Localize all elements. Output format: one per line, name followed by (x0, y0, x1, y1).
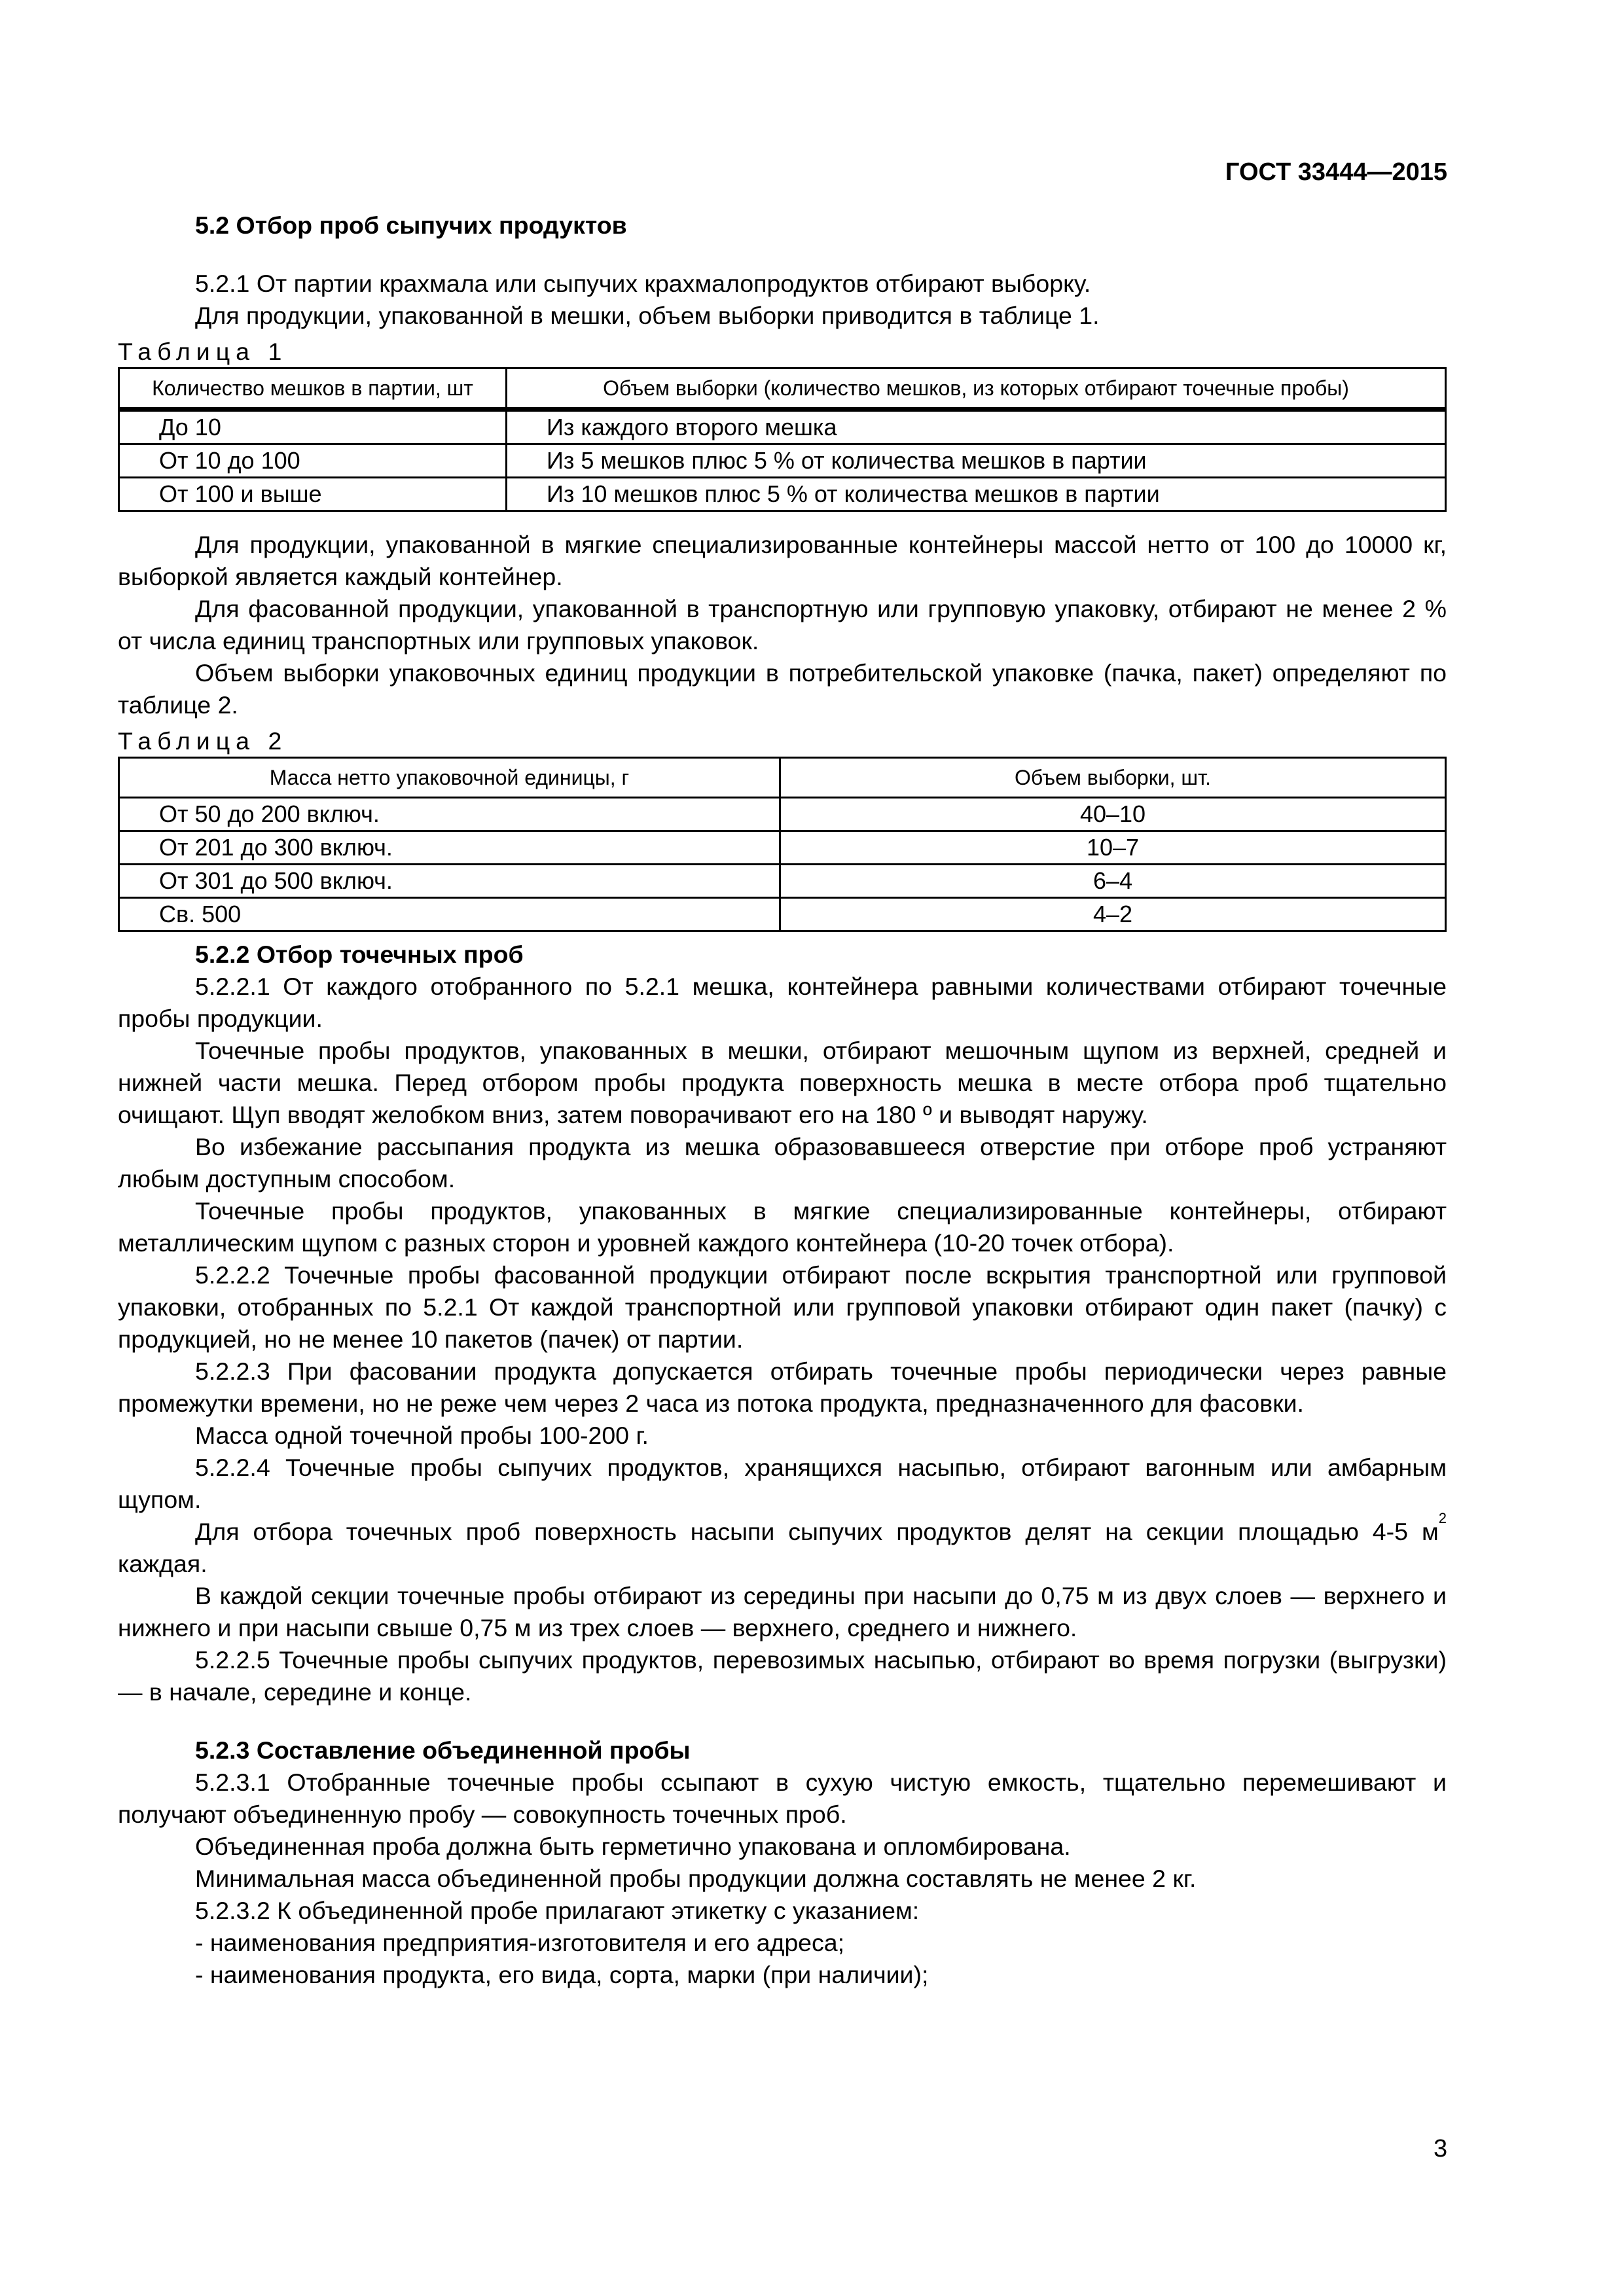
paragraph: Масса одной точечной пробы 100-200 г. (195, 1422, 649, 1449)
table-cell: Из 10 мешков плюс 5 % от количества мешков в партии (507, 478, 1446, 511)
table-cell: От 50 до 200 включ. (119, 798, 780, 831)
paragraph: 5.2.2.5 Точечные пробы сыпучих продуктов, перевозимых насыпью, отбирают во время погрузки (выгрузки) — в начале, середине и конце. (118, 1646, 1447, 1706)
table-header-cell: Количество мешков в партии, шт (119, 368, 507, 410)
table-row (119, 898, 1446, 931)
table-cell: 6–4 (780, 865, 1446, 898)
paragraph: 5.2.2.2 Точечные пробы фасованной продукции отбирают после вскрытия транспортной или групповой упаковки, отобранных по 5.2.1 От каждой транспортной или групповой упаковки отбирают один пакет (пачку) с продукцией, но не менее 10 пакетов (пачек) от партии. (118, 1261, 1447, 1353)
table-row (119, 798, 1446, 831)
paragraph: Объединенная проба должна быть герметично упакована и опломбирована. (195, 1833, 1071, 1860)
paragraph: 5.2.2.4 Точечные пробы сыпучих продуктов, хранящихся насыпью, отбирают вагонным или амбарным щупом. (118, 1454, 1447, 1513)
table-cell: 10–7 (780, 831, 1446, 865)
page-body (118, 209, 1447, 1991)
table-caption: Таблица 1 (118, 338, 288, 365)
table-row (119, 410, 1446, 444)
table-header-cell: Объем выборки (количество мешков, из которых отбирают точечные пробы) (507, 368, 1446, 410)
paragraph: Для продукции, упакованной в мягкие специализированные контейнеры массой нетто от 100 до 10000 кг, выборкой является каждый контейнер. (118, 531, 1447, 590)
table-cell: До 10 (119, 410, 507, 444)
paragraph: 5.2.1 От партии крахмала или сыпучих крахмалопродуктов отбирают выборку. (195, 270, 1091, 297)
section-heading-5-2-2: 5.2.2 Отбор точечных проб (195, 941, 524, 968)
paragraph: Объем выборки упаковочных единиц продукции в потребительской упаковке (пачка, пакет) определяют по таблице 2. (118, 659, 1447, 719)
table-header-cell: Масса нетто упаковочной единицы, г (119, 758, 780, 798)
table-cell: Из 5 мешков плюс 5 % от количества мешков в партии (507, 444, 1446, 478)
paragraph: Для фасованной продукции, упакованной в транспортную или групповую упаковку, отбирают не менее 2 % от числа единиц транспортных или групповых упаковок. (118, 595, 1447, 655)
table-cell: От 10 до 100 (119, 444, 507, 478)
paragraph: В каждой секции точечные пробы отбирают из середины при насыпи до 0,75 м из двух слоев — верхнего и нижнего и при насыпи свыше 0,75 м из трех слоев — верхнего, среднего и нижнего. (118, 1582, 1447, 1641)
paragraph: Точечные пробы продуктов, упакованных в мягкие специализированные контейнеры, отбирают металлическим щупом с разных сторон и уровней каждого контейнера (10-20 точек отбора). (118, 1197, 1447, 1257)
text-fragment: каждая. (118, 1550, 208, 1577)
list-item: - наименования предприятия-изготовителя и его адреса; (195, 1929, 845, 1956)
text-fragment: Для отбора точечных проб поверхность насыпи сыпучих продуктов делят на секции площадью 4-5 м (195, 1518, 1439, 1545)
table-cell: 4–2 (780, 898, 1446, 931)
list-item: - наименования продукта, его вида, сорта, марки (при наличии); (195, 1961, 929, 1988)
table-cell: Св. 500 (119, 898, 780, 931)
sample-size-table-1 (118, 367, 1447, 512)
table-cell: Из каждого второго мешка (507, 410, 1446, 444)
paragraph: 5.2.3.2 К объединенной пробе прилагают этикетку с указанием: (195, 1897, 920, 1924)
paragraph: 5.2.3.1 Отобранные точечные пробы ссыпают в сухую чистую емкость, тщательно перемешивают и получают объединенную пробу — совокупность точечных проб. (118, 1768, 1447, 1828)
table-row (119, 865, 1446, 898)
table-cell: От 100 и выше (119, 478, 507, 511)
section-heading-5-2: 5.2 Отбор проб сыпучих продуктов (195, 211, 627, 239)
superscript: 2 (1438, 1510, 1447, 1526)
page-number: 3 (1434, 2135, 1448, 2162)
paragraph (118, 1510, 1447, 1580)
paragraph: Минимальная масса объединенной пробы продукции должна составлять не менее 2 кг. (195, 1865, 1197, 1892)
paragraph: Точечные пробы продуктов, упакованных в мешки, отбирают мешочным щупом из верхней, средней и нижней части мешка. Перед отбором пробы продукта поверхность мешка в месте отбора проб тщательно очищают. Щуп вводят желобком вниз, затем поворачивают его на 180 º и выводят наружу. (118, 1037, 1447, 1128)
table-header-row (119, 758, 1446, 798)
table-cell: От 301 до 500 включ. (119, 865, 780, 898)
paragraph: 5.2.2.1 От каждого отобранного по 5.2.1 мешка, контейнера равными количествами отбирают точечные пробы продукции. (118, 973, 1447, 1032)
table-row (119, 478, 1446, 511)
table-row (119, 831, 1446, 865)
table-row (119, 444, 1446, 478)
table-cell: От 201 до 300 включ. (119, 831, 780, 865)
paragraph: 5.2.2.3 При фасовании продукта допускается отбирать точечные пробы периодически через равные промежутки времени, но не реже чем через 2 часа из потока продукта, предназначенного для фасовки. (118, 1357, 1447, 1417)
paragraph: Для продукции, упакованной в мешки, объем выборки приводится в таблице 1. (195, 302, 1100, 329)
table-header-cell: Объем выборки, шт. (780, 758, 1446, 798)
table-caption: Таблица 2 (118, 727, 288, 755)
section-heading-5-2-3: 5.2.3 Составление объединенной пробы (195, 1736, 691, 1764)
document-code: ГОСТ 33444—2015 (1225, 158, 1447, 186)
table-cell: 40–10 (780, 798, 1446, 831)
sample-size-table-2 (118, 757, 1447, 932)
paragraph: Во избежание рассыпания продукта из мешка образовавшееся отверстие при отборе проб устраняют любым доступным способом. (118, 1133, 1447, 1193)
table-header-row (119, 368, 1446, 410)
